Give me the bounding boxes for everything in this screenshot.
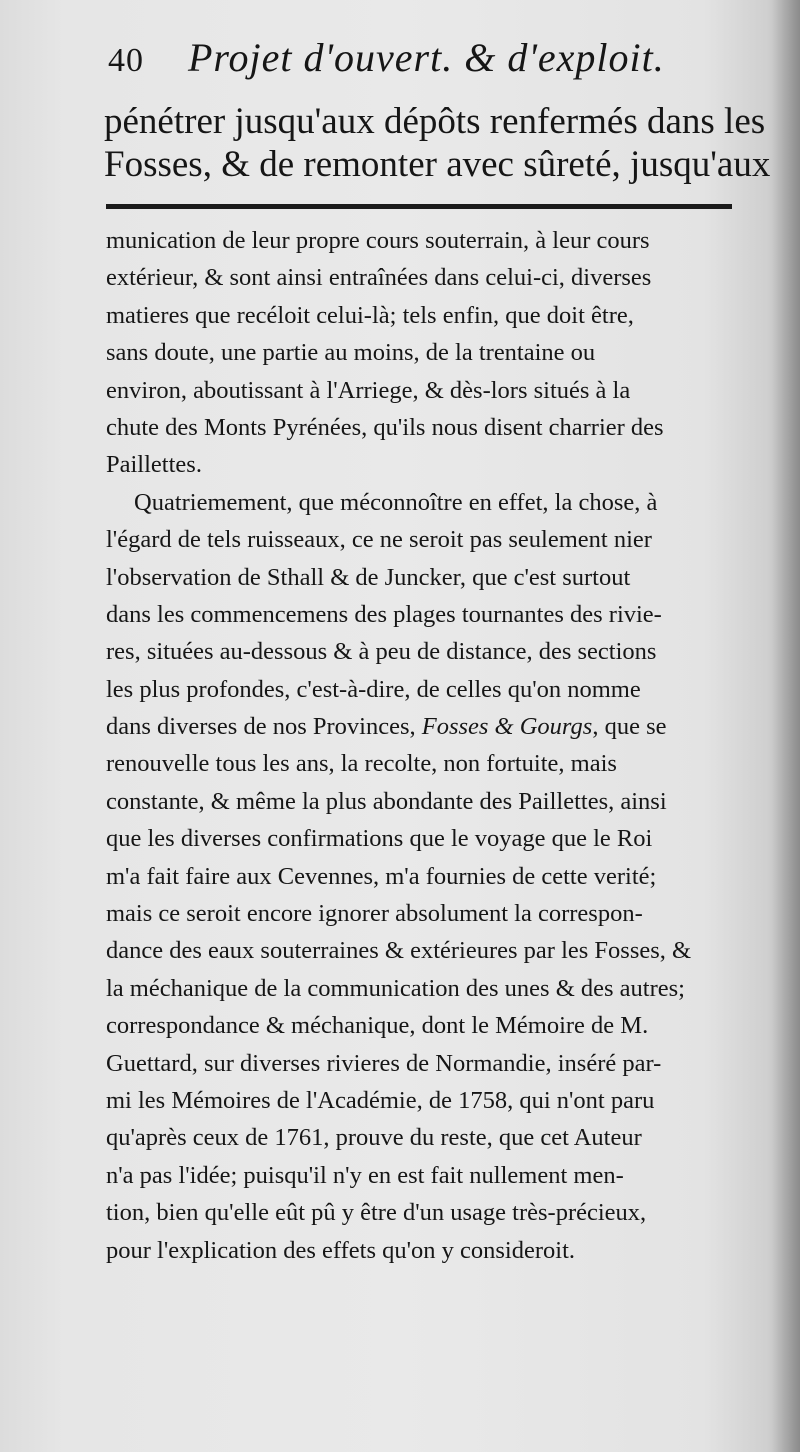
text-line: constante, & même la plus abondante des Paillettes, ainsi: [106, 787, 667, 815]
text-line: extérieur, & sont ainsi entraînées dans celui-ci, diverses: [106, 264, 652, 292]
page-number: 40: [108, 42, 144, 79]
running-head: [108, 34, 668, 84]
text-line: dance des eaux souterraines & extérieures par les Fosses, &: [106, 937, 692, 965]
text-line: n'a pas l'idée; puisqu'il n'y en est fait nullement men-: [106, 1161, 624, 1189]
text-line: l'égard de tels ruisseaux, ce ne seroit pas seulement nier: [106, 526, 652, 554]
text-line: munication de leur propre cours souterrain, à leur cours: [106, 227, 650, 254]
text-line: correspondance & méchanique, dont le Mémoire de M.: [106, 1012, 649, 1040]
text-line: m'a fait faire aux Cevennes, m'a fournies de cette verité;: [106, 862, 657, 890]
text-line-with-italic: [106, 708, 746, 745]
text-line: tion, bien qu'elle eût pû y être d'un usage très-précieux,: [106, 1199, 647, 1227]
page-edge-shadow: [772, 0, 800, 1452]
horizontal-rule: [106, 204, 732, 209]
text-segment: , que se: [592, 713, 667, 741]
text-line: mi les Mémoires de l'Académie, de 1758, qui n'ont paru: [106, 1086, 655, 1114]
text-line: qu'après ceux de 1761, prouve du reste, que cet Auteur: [106, 1124, 642, 1152]
text-line: sans doute, une partie au moins, de la trentaine ou: [106, 339, 596, 367]
text-line: mais ce seroit encore ignorer absolument la correspon-: [106, 900, 643, 928]
text-line: chute des Monts Pyrénées, qu'ils nous disent charrier des: [106, 413, 664, 441]
body-text: [106, 222, 746, 1269]
text-line: Guettard, sur diverses rivieres de Normandie, inséré par-: [106, 1049, 662, 1077]
paragraph-start-line: Quatriemement, que méconnoître en effet, la chose, à: [134, 488, 658, 516]
running-title: Projet d'ouvert. & d'exploit.: [188, 35, 665, 80]
text-line: renouvelle tous les ans, la recolte, non fortuite, mais: [106, 750, 617, 778]
text-line: dans les commencemens des plages tournantes des rivie-: [106, 600, 662, 628]
heading-line-2: Fosses, & de remonter avec sûreté, jusqu'aux: [104, 144, 771, 185]
text-line: la méchanique de la communication des unes & des autres;: [106, 974, 685, 1002]
text-line: l'observation de Sthall & de Juncker, que c'est surtout: [106, 563, 631, 591]
text-line: que les diverses confirmations que le voyage que le Roi: [106, 825, 653, 853]
heading-line-1: pénétrer jusqu'aux dépôts renfermés dans les: [104, 101, 766, 142]
heading-lines: [104, 100, 771, 186]
italic-term: Fosses & Gourgs: [421, 713, 593, 741]
text-line: Paillettes.: [106, 451, 202, 479]
text-line: matieres que recéloit celui-là; tels enfin, que doit être,: [106, 301, 634, 329]
text-line: environ, aboutissant à l'Arriege, & dès-lors situés à la: [106, 376, 631, 404]
text-line: les plus profondes, c'est-à-dire, de celles qu'on nomme: [106, 675, 641, 703]
text-line: res, situées au-dessous & à peu de distance, des sections: [106, 638, 657, 666]
text-segment: dans diverses de nos Provinces,: [106, 713, 422, 741]
text-line: pour l'explication des effets qu'on y consideroit.: [106, 1236, 576, 1264]
